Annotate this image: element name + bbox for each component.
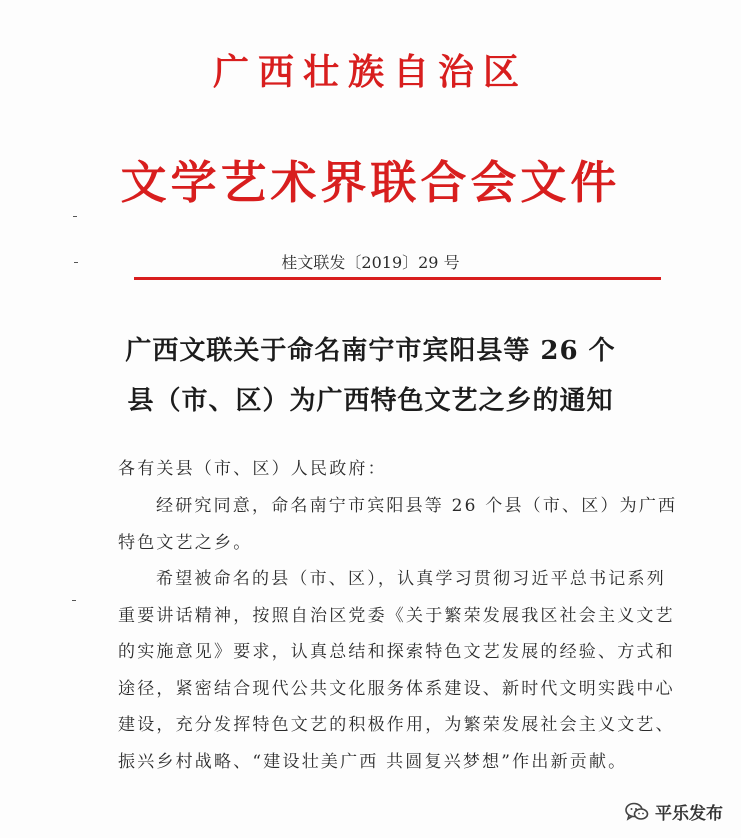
red-divider-line [134,277,661,280]
letterhead-org-name: 广西壮族自治区 [212,51,528,93]
wechat-watermark [625,799,723,824]
notice-title-line-1: 广西文联关于命名南宁市宾阳县等 26 个 [125,336,616,366]
document-number: 桂文联发〔2019〕29 号 [281,253,460,272]
salutation: 各有关县（市、区）人民政府： [118,459,387,479]
watermark-label: 平乐发布 [655,804,723,824]
margin-tick [73,216,77,217]
wechat-icon [625,802,649,822]
body-paragraph-1: 经研究同意，命名南宁市宾阳县等 26 个县（市、区）为广西特色文艺之乡。 [118,496,678,553]
notice-title-line-2: 县（市、区）为广西特色文艺之乡的通知 [127,386,614,416]
margin-tick [72,600,76,601]
body-paragraph-2: 希望被命名的县（市、区），认真学习贯彻习近平总书记系列重要讲话精神，按照自治区党委《关于繁荣发展我区社会主义文艺的实施意见》要求，认真总结和探索特色文艺发展的经验、方式和途径，紧密结合现代公共文化服务体系建设、新时代文明实践中心建设，充分发挥特色文艺的积极作用，为繁荣发展社会主义文艺、振兴乡村战略、“建设壮美广西 共圆复兴梦想”作出新贡献。 [118,569,675,772]
letterhead-document-type: 文学艺术界联合会文件 [120,156,621,209]
